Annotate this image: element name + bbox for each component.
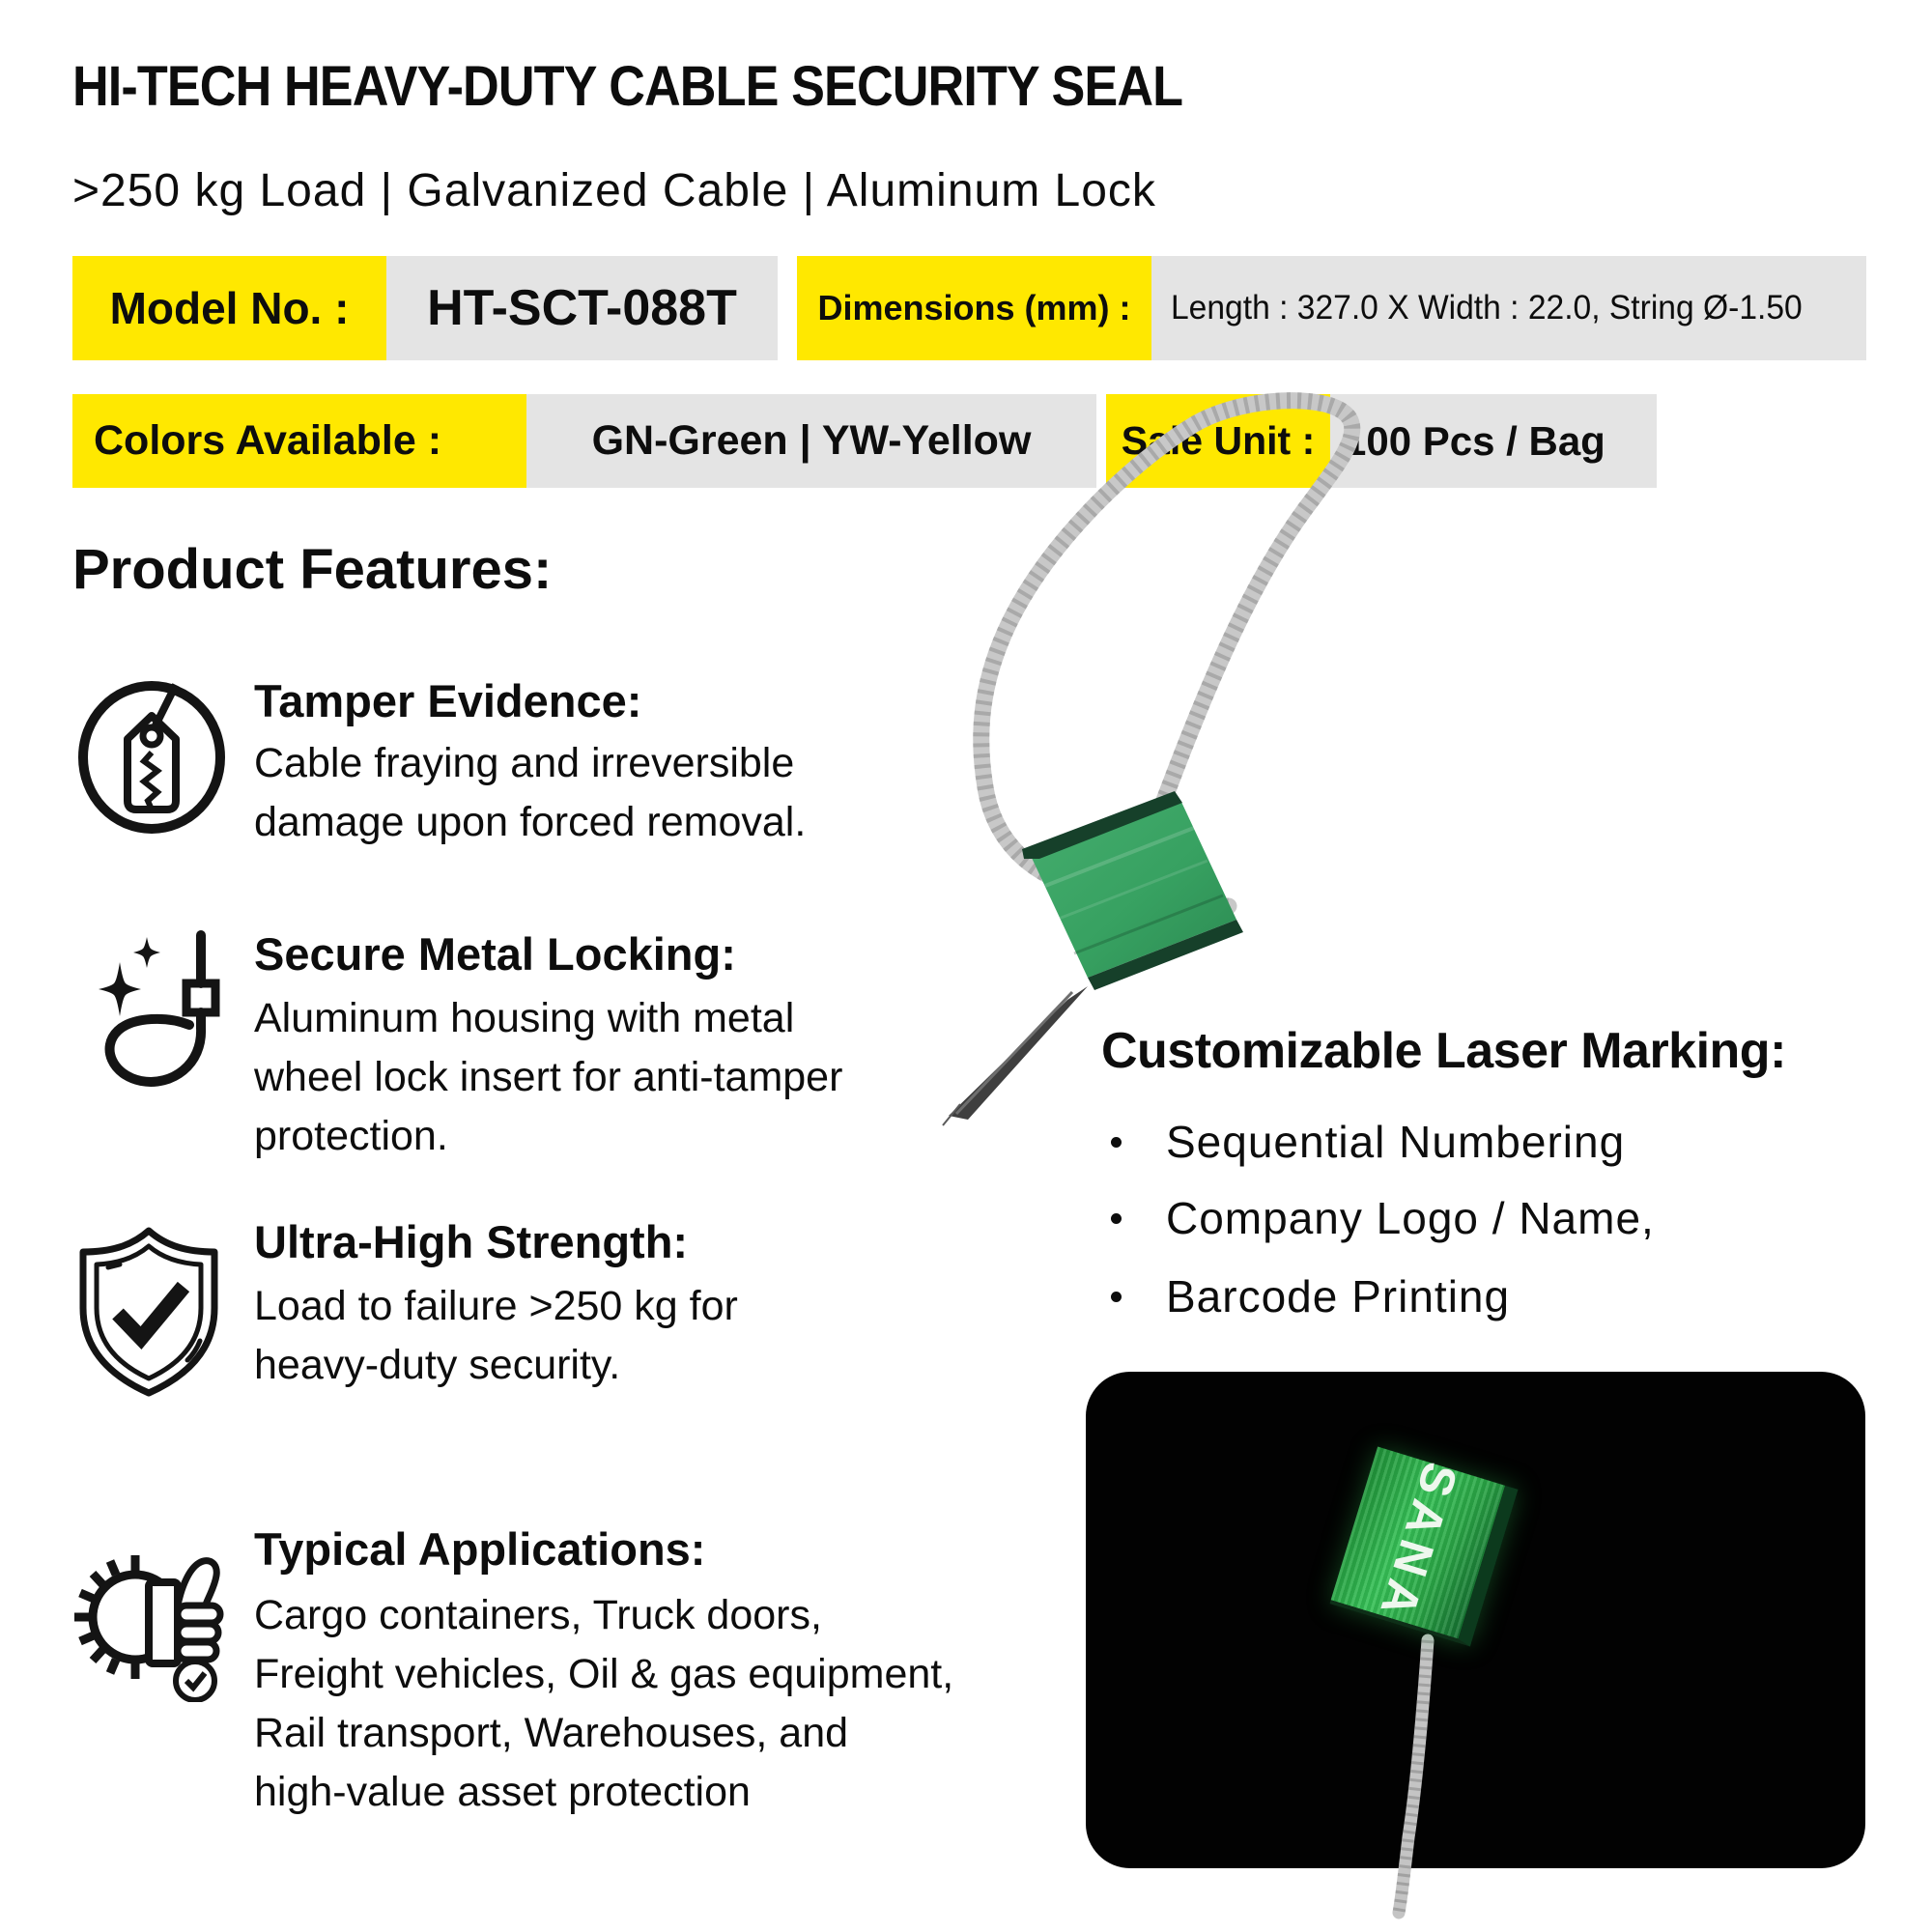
- page-subtitle: >250 kg Load | Galvanized Cable | Aluminum Lock: [72, 165, 1156, 216]
- feature-line: damage upon forced removal.: [254, 799, 807, 845]
- bullet-text: Sequential Numbering: [1166, 1117, 1626, 1167]
- feature-body-tamper-evidence: [254, 734, 806, 852]
- feature-line: protection.: [254, 1113, 448, 1159]
- list-item: [1111, 1270, 1510, 1322]
- feature-line: high-value asset protection: [254, 1769, 751, 1815]
- dimensions-value: Length : 327.0 X Width : 22.0, String Ø-1.50: [1151, 256, 1866, 360]
- colors-available-label: Colors Available :: [72, 394, 526, 488]
- feature-line: Cable fraying and irreversible: [254, 740, 795, 786]
- feature-body-ultra-high-strength: [254, 1277, 738, 1395]
- feature-line: wheel lock insert for anti-tamper: [254, 1054, 843, 1100]
- feature-body-typical-applications: [254, 1586, 953, 1822]
- feature-line: Aluminum housing with metal: [254, 995, 795, 1041]
- tamper-tag-icon: [75, 679, 230, 834]
- dimensions-label: Dimensions (mm) :: [797, 256, 1151, 360]
- feature-line: Cargo containers, Truck doors,: [254, 1592, 822, 1638]
- shield-check-icon: [73, 1225, 224, 1399]
- bullet-icon: [1111, 1213, 1122, 1224]
- bullet-text: Barcode Printing: [1166, 1271, 1511, 1321]
- gear-thumbs-up-icon: [56, 1528, 249, 1702]
- features-heading: Product Features:: [72, 538, 553, 601]
- bullet-text: Company Logo / Name,: [1166, 1193, 1655, 1243]
- list-item: [1111, 1116, 1625, 1168]
- colors-available-value: GN-Green | YW-Yellow: [526, 394, 1096, 488]
- list-item: [1111, 1192, 1655, 1244]
- feature-title-tamper-evidence: Tamper Evidence:: [254, 675, 642, 726]
- laser-marking-heading: Customizable Laser Marking:: [1101, 1023, 1786, 1079]
- bullet-icon: [1111, 1137, 1122, 1148]
- model-no-value: HT-SCT-088T: [386, 256, 778, 360]
- feature-line: Load to failure >250 kg for: [254, 1283, 738, 1329]
- feature-line: Rail transport, Warehouses, and: [254, 1710, 849, 1756]
- model-no-label: Model No. :: [72, 256, 386, 360]
- feature-line: heavy-duty security.: [254, 1342, 621, 1388]
- feature-title-ultra-high-strength: Ultra-High Strength:: [254, 1216, 689, 1267]
- cable-tie-icon: [85, 929, 240, 1103]
- feature-title-secure-metal-locking: Secure Metal Locking:: [254, 928, 736, 980]
- laser-marking-sample-text: SANA: [1368, 1456, 1468, 1630]
- feature-line: Freight vehicles, Oil & gas equipment,: [254, 1651, 954, 1697]
- sale-unit-label: Sale Unit :: [1106, 394, 1330, 488]
- bullet-icon: [1111, 1292, 1122, 1302]
- sale-unit-value: 100 Pcs / Bag: [1330, 394, 1657, 488]
- page-title: HI-TECH HEAVY-DUTY CABLE SECURITY SEAL: [72, 55, 1183, 118]
- feature-body-secure-metal-locking: [254, 989, 842, 1166]
- feature-title-typical-applications: Typical Applications:: [254, 1523, 706, 1575]
- sample-cable: [1086, 1372, 1865, 1924]
